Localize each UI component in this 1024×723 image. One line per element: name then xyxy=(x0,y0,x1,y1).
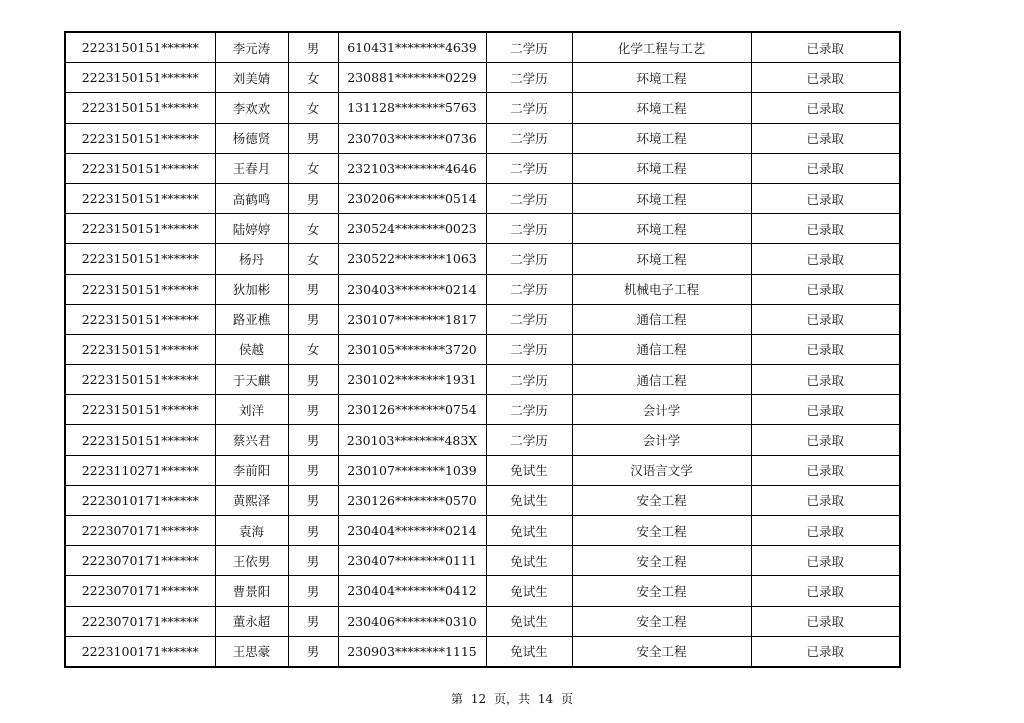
gender-cell: 女 xyxy=(288,214,338,244)
status-cell: 已录取 xyxy=(751,123,900,153)
major-cell: 通信工程 xyxy=(572,365,751,395)
exam-number-cell: 2223100171****** xyxy=(65,636,215,667)
major-cell: 机械电子工程 xyxy=(572,274,751,304)
exam-number-cell: 2223150151****** xyxy=(65,365,215,395)
id-number-cell: 131128********5763 xyxy=(338,93,486,123)
name-cell: 路亚樵 xyxy=(215,304,288,334)
table-row xyxy=(65,304,900,334)
major-cell: 环境工程 xyxy=(572,244,751,274)
name-cell: 陆婷婷 xyxy=(215,214,288,244)
category-cell: 二学历 xyxy=(486,183,572,213)
category-cell: 二学历 xyxy=(486,32,572,63)
major-cell: 安全工程 xyxy=(572,485,751,515)
gender-cell: 女 xyxy=(288,153,338,183)
exam-number-cell: 2223150151****** xyxy=(65,425,215,455)
major-cell: 环境工程 xyxy=(572,153,751,183)
table-row xyxy=(65,214,900,244)
footer-page-number: 12 xyxy=(470,692,487,706)
major-cell: 环境工程 xyxy=(572,123,751,153)
gender-cell: 男 xyxy=(288,516,338,546)
name-cell: 狄加彬 xyxy=(215,274,288,304)
id-number-cell: 230404********0412 xyxy=(338,576,486,606)
major-cell: 环境工程 xyxy=(572,93,751,123)
exam-number-cell: 2223070171****** xyxy=(65,516,215,546)
name-cell: 李元涛 xyxy=(215,32,288,63)
id-number-cell: 230206********0514 xyxy=(338,183,486,213)
table-row xyxy=(65,395,900,425)
gender-cell: 男 xyxy=(288,455,338,485)
major-cell: 安全工程 xyxy=(572,516,751,546)
table-row xyxy=(65,365,900,395)
category-cell: 二学历 xyxy=(486,334,572,364)
name-cell: 王依男 xyxy=(215,546,288,576)
name-cell: 王思豪 xyxy=(215,636,288,667)
exam-number-cell: 2223070171****** xyxy=(65,546,215,576)
gender-cell: 男 xyxy=(288,183,338,213)
table-row xyxy=(65,123,900,153)
category-cell: 免试生 xyxy=(486,516,572,546)
major-cell: 通信工程 xyxy=(572,334,751,364)
major-cell: 环境工程 xyxy=(572,63,751,93)
major-cell: 会计学 xyxy=(572,395,751,425)
name-cell: 黄熙泽 xyxy=(215,485,288,515)
table-row xyxy=(65,516,900,546)
status-cell: 已录取 xyxy=(751,32,900,63)
category-cell: 二学历 xyxy=(486,93,572,123)
category-cell: 免试生 xyxy=(486,636,572,667)
major-cell: 安全工程 xyxy=(572,636,751,667)
gender-cell: 男 xyxy=(288,485,338,515)
major-cell: 安全工程 xyxy=(572,606,751,636)
table-row xyxy=(65,606,900,636)
id-number-cell: 230103********483X xyxy=(338,425,486,455)
major-cell: 通信工程 xyxy=(572,304,751,334)
exam-number-cell: 2223150151****** xyxy=(65,123,215,153)
exam-number-cell: 2223150151****** xyxy=(65,274,215,304)
status-cell: 已录取 xyxy=(751,485,900,515)
category-cell: 免试生 xyxy=(486,576,572,606)
exam-number-cell: 2223070171****** xyxy=(65,606,215,636)
id-number-cell: 230703********0736 xyxy=(338,123,486,153)
major-cell: 化学工程与工艺 xyxy=(572,32,751,63)
gender-cell: 男 xyxy=(288,304,338,334)
exam-number-cell: 2223150151****** xyxy=(65,304,215,334)
name-cell: 曹景阳 xyxy=(215,576,288,606)
name-cell: 侯越 xyxy=(215,334,288,364)
category-cell: 二学历 xyxy=(486,63,572,93)
gender-cell: 女 xyxy=(288,334,338,364)
footer-page-suffix: 页，共 xyxy=(493,692,530,706)
status-cell: 已录取 xyxy=(751,93,900,123)
gender-cell: 男 xyxy=(288,546,338,576)
table-row xyxy=(65,485,900,515)
table-row xyxy=(65,636,900,667)
gender-cell: 男 xyxy=(288,32,338,63)
exam-number-cell: 2223150151****** xyxy=(65,395,215,425)
table-row xyxy=(65,546,900,576)
major-cell: 环境工程 xyxy=(572,214,751,244)
gender-cell: 女 xyxy=(288,63,338,93)
id-number-cell: 230126********0754 xyxy=(338,395,486,425)
table-row xyxy=(65,63,900,93)
footer-total-suffix: 页 xyxy=(560,692,573,706)
category-cell: 二学历 xyxy=(486,274,572,304)
major-cell: 环境工程 xyxy=(572,183,751,213)
exam-number-cell: 2223150151****** xyxy=(65,63,215,93)
category-cell: 二学历 xyxy=(486,395,572,425)
major-cell: 安全工程 xyxy=(572,546,751,576)
name-cell: 李欢欢 xyxy=(215,93,288,123)
table-row xyxy=(65,32,900,63)
status-cell: 已录取 xyxy=(751,153,900,183)
category-cell: 免试生 xyxy=(486,485,572,515)
gender-cell: 男 xyxy=(288,576,338,606)
category-cell: 二学历 xyxy=(486,123,572,153)
table-row xyxy=(65,455,900,485)
page-footer xyxy=(0,690,1024,707)
id-number-cell: 230881********0229 xyxy=(338,63,486,93)
id-number-cell: 232103********4646 xyxy=(338,153,486,183)
exam-number-cell: 2223150151****** xyxy=(65,334,215,364)
id-number-cell: 230107********1817 xyxy=(338,304,486,334)
status-cell: 已录取 xyxy=(751,304,900,334)
exam-number-cell: 2223150151****** xyxy=(65,32,215,63)
status-cell: 已录取 xyxy=(751,455,900,485)
table-row xyxy=(65,244,900,274)
status-cell: 已录取 xyxy=(751,274,900,304)
exam-number-cell: 2223150151****** xyxy=(65,183,215,213)
name-cell: 刘美婧 xyxy=(215,63,288,93)
id-number-cell: 230903********1115 xyxy=(338,636,486,667)
table-row xyxy=(65,153,900,183)
category-cell: 二学历 xyxy=(486,153,572,183)
table-row xyxy=(65,274,900,304)
footer-prefix: 第 xyxy=(451,692,464,706)
gender-cell: 男 xyxy=(288,274,338,304)
table-row xyxy=(65,576,900,606)
major-cell: 会计学 xyxy=(572,425,751,455)
exam-number-cell: 2223150151****** xyxy=(65,153,215,183)
id-number-cell: 230406********0310 xyxy=(338,606,486,636)
name-cell: 杨丹 xyxy=(215,244,288,274)
status-cell: 已录取 xyxy=(751,516,900,546)
exam-number-cell: 2223150151****** xyxy=(65,214,215,244)
gender-cell: 男 xyxy=(288,395,338,425)
major-cell: 安全工程 xyxy=(572,576,751,606)
name-cell: 李前阳 xyxy=(215,455,288,485)
status-cell: 已录取 xyxy=(751,636,900,667)
id-number-cell: 230126********0570 xyxy=(338,485,486,515)
status-cell: 已录取 xyxy=(751,546,900,576)
status-cell: 已录取 xyxy=(751,395,900,425)
exam-number-cell: 2223070171****** xyxy=(65,576,215,606)
status-cell: 已录取 xyxy=(751,244,900,274)
category-cell: 免试生 xyxy=(486,455,572,485)
gender-cell: 男 xyxy=(288,636,338,667)
name-cell: 于天麒 xyxy=(215,365,288,395)
admission-table xyxy=(64,31,901,668)
category-cell: 免试生 xyxy=(486,606,572,636)
exam-number-cell: 2223110271****** xyxy=(65,455,215,485)
name-cell: 刘洋 xyxy=(215,395,288,425)
id-number-cell: 230105********3720 xyxy=(338,334,486,364)
id-number-cell: 230404********0214 xyxy=(338,516,486,546)
exam-number-cell: 2223150151****** xyxy=(65,93,215,123)
category-cell: 二学历 xyxy=(486,304,572,334)
status-cell: 已录取 xyxy=(751,183,900,213)
footer-total-pages: 14 xyxy=(537,692,554,706)
category-cell: 二学历 xyxy=(486,425,572,455)
category-cell: 二学历 xyxy=(486,214,572,244)
exam-number-cell: 2223150151****** xyxy=(65,244,215,274)
major-cell: 汉语言文学 xyxy=(572,455,751,485)
id-number-cell: 230102********1931 xyxy=(338,365,486,395)
id-number-cell: 230407********0111 xyxy=(338,546,486,576)
status-cell: 已录取 xyxy=(751,576,900,606)
name-cell: 董永超 xyxy=(215,606,288,636)
name-cell: 杨德贤 xyxy=(215,123,288,153)
status-cell: 已录取 xyxy=(751,63,900,93)
gender-cell: 女 xyxy=(288,244,338,274)
gender-cell: 男 xyxy=(288,123,338,153)
gender-cell: 男 xyxy=(288,425,338,455)
status-cell: 已录取 xyxy=(751,606,900,636)
name-cell: 蔡兴君 xyxy=(215,425,288,455)
category-cell: 免试生 xyxy=(486,546,572,576)
id-number-cell: 230524********0023 xyxy=(338,214,486,244)
category-cell: 二学历 xyxy=(486,365,572,395)
status-cell: 已录取 xyxy=(751,334,900,364)
id-number-cell: 230403********0214 xyxy=(338,274,486,304)
table-row xyxy=(65,183,900,213)
status-cell: 已录取 xyxy=(751,214,900,244)
gender-cell: 女 xyxy=(288,93,338,123)
id-number-cell: 610431********4639 xyxy=(338,32,486,63)
table-row xyxy=(65,334,900,364)
id-number-cell: 230107********1039 xyxy=(338,455,486,485)
status-cell: 已录取 xyxy=(751,425,900,455)
table-row xyxy=(65,425,900,455)
name-cell: 王春月 xyxy=(215,153,288,183)
table-body xyxy=(65,32,900,667)
status-cell: 已录取 xyxy=(751,365,900,395)
category-cell: 二学历 xyxy=(486,244,572,274)
name-cell: 高鹤鸣 xyxy=(215,183,288,213)
name-cell: 袁海 xyxy=(215,516,288,546)
id-number-cell: 230522********1063 xyxy=(338,244,486,274)
exam-number-cell: 2223010171****** xyxy=(65,485,215,515)
gender-cell: 男 xyxy=(288,365,338,395)
table-row xyxy=(65,93,900,123)
gender-cell: 男 xyxy=(288,606,338,636)
